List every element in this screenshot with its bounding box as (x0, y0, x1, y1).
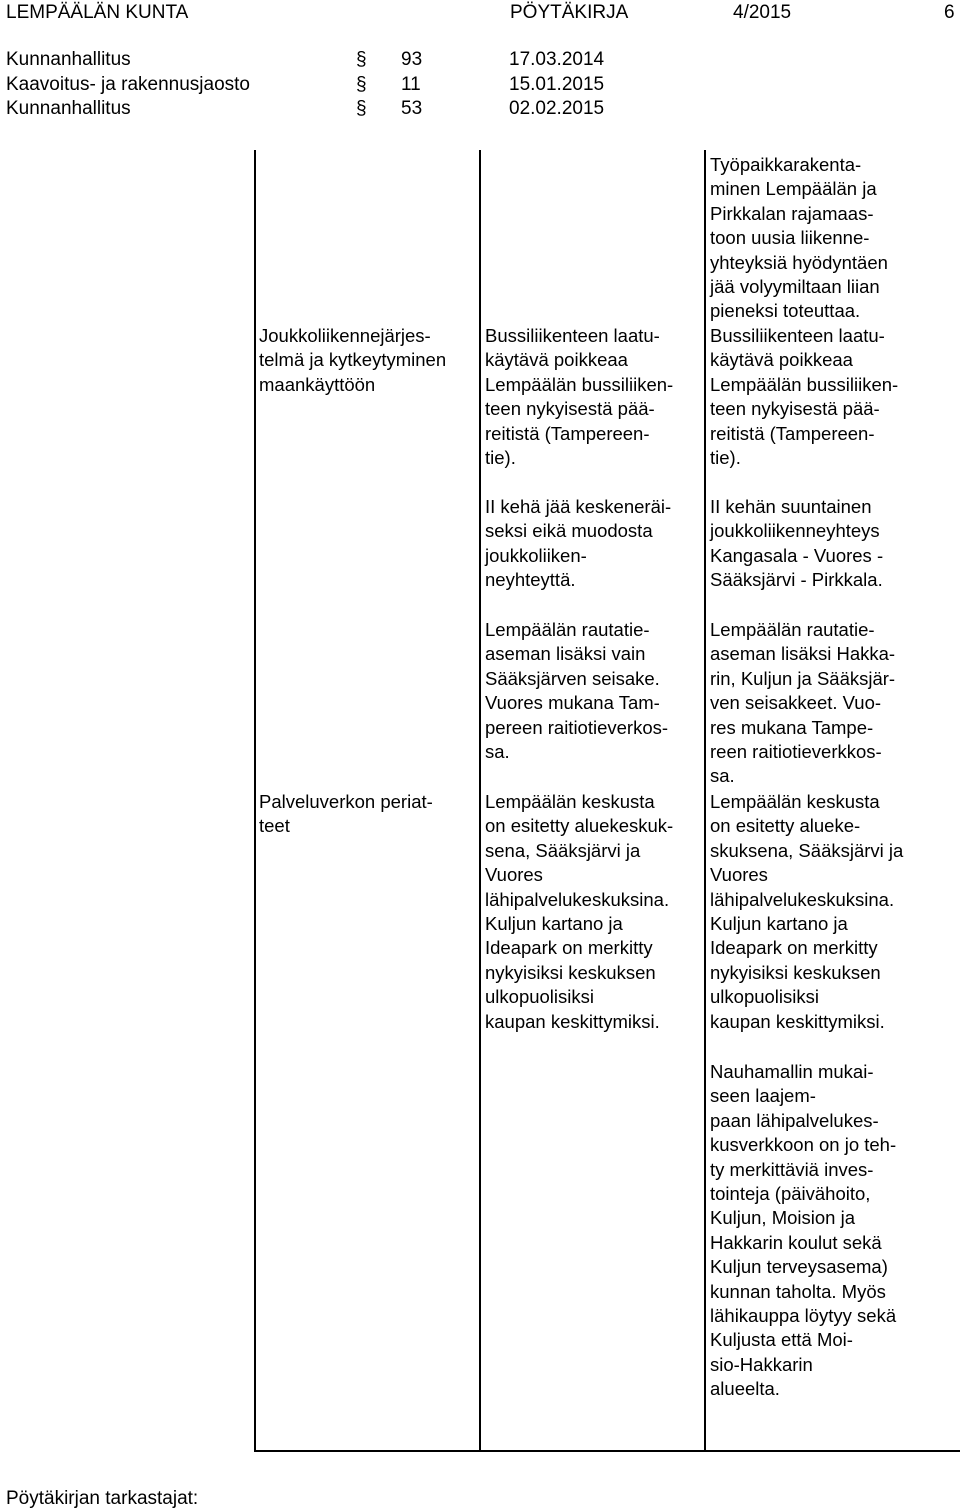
document-type: PÖYTÄKIRJA (510, 2, 629, 23)
col3-paragraph: Työpaikkarakenta- minen Lempäälän ja Pirkkalan rajamaas- toon uusia liikenne- yhteyksiä hyödyntäen jää volyymiltaan liian pieneksi toteuttaa. (710, 154, 888, 322)
col3-paragraph: Lempäälän keskusta on esitetty alueke- skuksena, Sääksjärvi ja Vuores lähipalvelukeskuksina. Kuljun kartano ja Ideapark on merkitty nykyisiksi keskuksen ulkopuolisiksi kaupan keskittymiksi. (710, 791, 904, 1032)
page-number: 6 (944, 2, 955, 23)
meeting-section-number: 93 (401, 49, 423, 70)
topic-transport: Joukkoliikennejärjes- telmä ja kytkeytyminen maankäyttöön (259, 325, 447, 395)
col2-paragraph: Lempäälän keskusta on esitetty aluekeskuk- sena, Sääksjärvi ja Vuores lähipalvelukeskuksina. Kuljun kartano ja Ideapark on merkitty nykyisiksi keskuksen ulkopuolisiksi kaupan keskittymiksi. (485, 791, 674, 1032)
col3-paragraph: Bussiliikenteen laatu- käytävä poikkeaa Lempäälän bussiliiken- teen nykyisestä pää- reitistä (Tampereen- tie). (710, 325, 899, 469)
col2-paragraph: II kehä jää keskeneräi- seksi eikä muodosta joukkoliiken- neyhteyttä. (485, 496, 672, 591)
section-sign: § (356, 74, 367, 95)
org-name: LEMPÄÄLÄN KUNTA (6, 2, 189, 23)
meeting-body: Kunnanhallitus (6, 49, 131, 70)
table-divider (479, 150, 481, 1452)
topic-service-network: Palveluverkon periat- teet (259, 791, 433, 837)
table-border-left (254, 150, 256, 1452)
meeting-date: 15.01.2015 (509, 74, 605, 95)
col2-paragraph: Bussiliikenteen laatu- käytävä poikkeaa Lempäälän bussiliiken- teen nykyisestä pää- reitistä (Tampereen- tie). (485, 325, 674, 469)
table-divider (704, 150, 706, 1452)
col3-paragraph: Lempäälän rautatie- aseman lisäksi Hakka- rin, Kuljun ja Sääksjär- ven seisakkeet. Vuo- res mukana Tampe- reen raitiotieverkkos- sa. (710, 619, 896, 787)
col3-paragraph: II kehän suuntainen joukkoliikenneyhteys Kangasala - Vuores - Sääksjärvi - Pirkkala. (710, 496, 884, 591)
table-border-bottom (255, 1450, 960, 1452)
meeting-date: 17.03.2014 (509, 49, 605, 70)
meeting-section-number: 11 (401, 74, 421, 95)
col2-paragraph: Lempäälän rautatie- aseman lisäksi vain Sääksjärven seisake. Vuores mukana Tam- pereen raitiotieverkos- sa. (485, 619, 669, 763)
section-sign: § (356, 49, 367, 70)
document-number: 4/2015 (733, 2, 792, 23)
meeting-date: 02.02.2015 (509, 98, 605, 119)
meeting-body: Kaavoitus- ja rakennusjaosto (6, 74, 250, 95)
reviewers-label: Pöytäkirjan tarkastajat: (6, 1488, 199, 1509)
meeting-body: Kunnanhallitus (6, 98, 131, 119)
section-sign: § (356, 98, 367, 119)
col3-paragraph: Nauhamallin mukai- seen laajem- paan lähipalvelukes- kusverkkoon on jo teh- ty merkittäviä inves- tointeja (päivähoito, Kuljun, Moision ja Hakkarin koulut sekä Kuljun terveysasema) kunnan taholta. Myös lähikauppa löytyy sekä Kuljusta että Moi- sio-Hakkarin alueelta. (710, 1061, 897, 1400)
meeting-section-number: 53 (401, 98, 423, 119)
